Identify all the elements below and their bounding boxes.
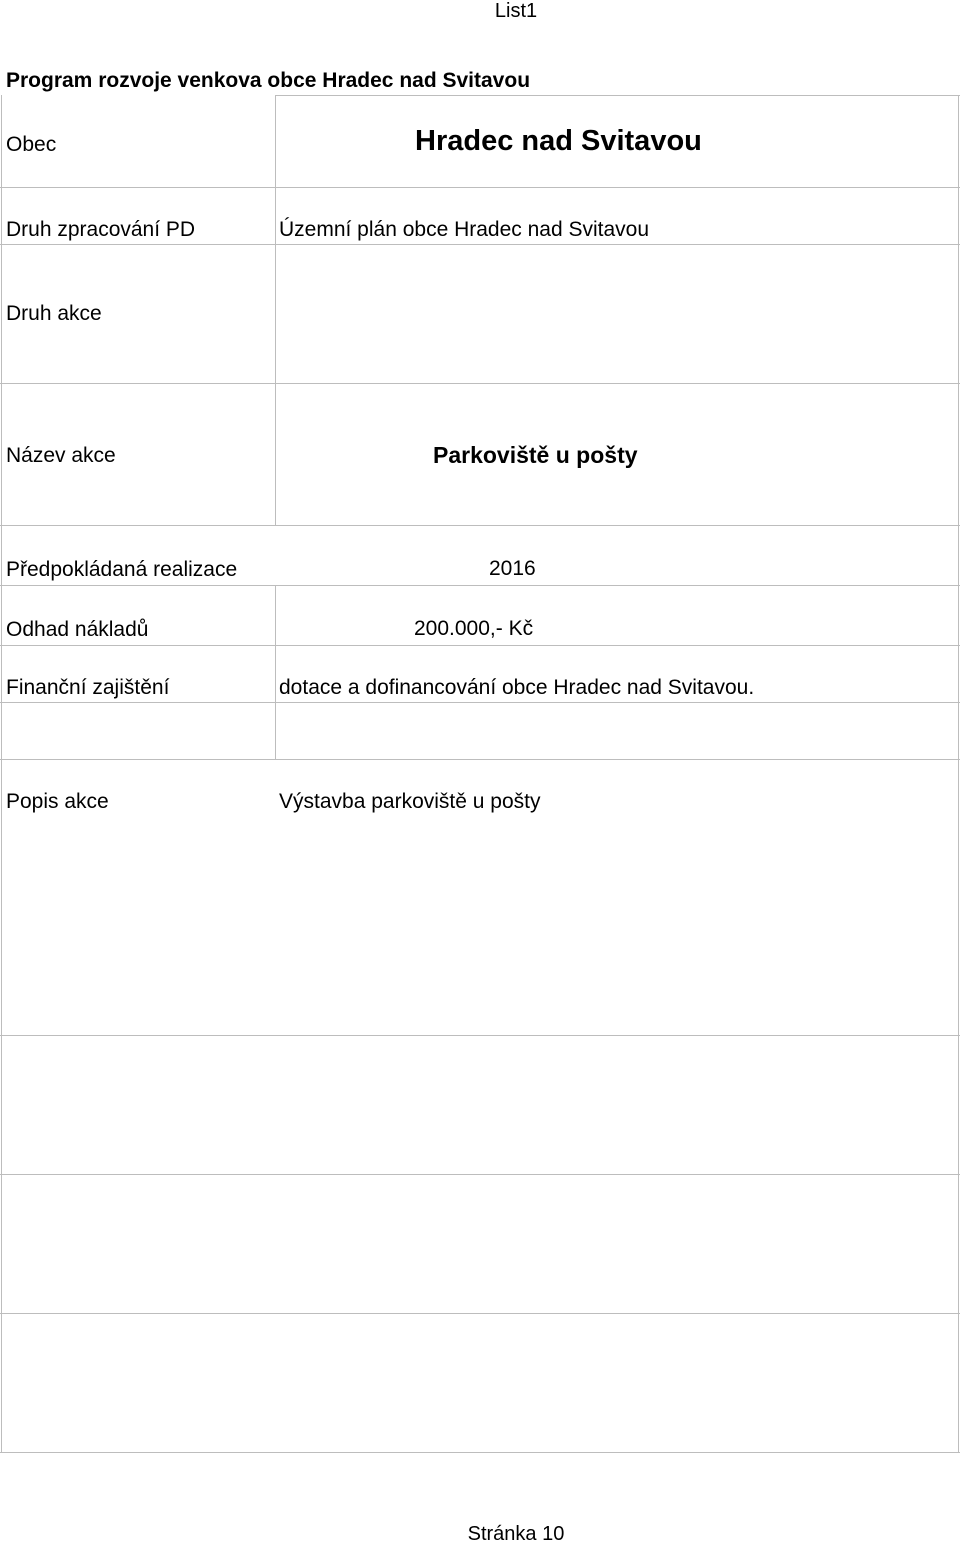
label-obec: Obec [6,133,57,156]
label-popis-akce: Popis akce [6,790,109,813]
grid-line [1,95,2,1453]
sheet-name: List1 [494,0,538,22]
label-druh-akce: Druh akce [6,302,102,325]
label-nazev-akce: Název akce [6,444,116,467]
grid-line [0,187,960,188]
value-financni-zajisteni: dotace a dofinancování obce Hradec nad Svitavou. [279,676,755,699]
grid-line [0,645,960,646]
grid-line [275,95,276,525]
page-number: Stránka 10 [467,1523,565,1545]
grid-line [0,383,960,384]
grid-line [0,759,960,760]
grid-line [0,525,960,526]
label-realizace: Předpokládaná realizace [6,558,238,581]
label-naklady: Odhad nákladů [6,618,149,641]
grid-line [275,95,960,96]
value-druh-zpracovani: Územní plán obce Hradec nad Svitavou [279,218,650,241]
grid-line [0,585,960,586]
label-druh-zpracovani: Druh zpracování PD [6,218,196,241]
label-financni-zajisteni: Finanční zajištění [6,676,170,699]
grid-line [0,1452,960,1453]
value-realizace: 2016 [489,557,536,580]
document-title: Program rozvoje venkova obce Hradec nad Svitavou [6,69,531,92]
value-obec: Hradec nad Svitavou [415,125,702,157]
value-naklady: 200.000,- Kč [414,617,534,640]
grid-line [0,702,960,703]
grid-line [0,1174,960,1175]
grid-line [0,244,960,245]
grid-line [0,1313,960,1314]
grid-line [0,1035,960,1036]
grid-line [958,95,959,1453]
value-popis-akce: Výstavba parkoviště u pošty [279,790,541,813]
value-nazev-akce: Parkoviště u pošty [433,442,638,468]
grid-line [275,585,276,759]
